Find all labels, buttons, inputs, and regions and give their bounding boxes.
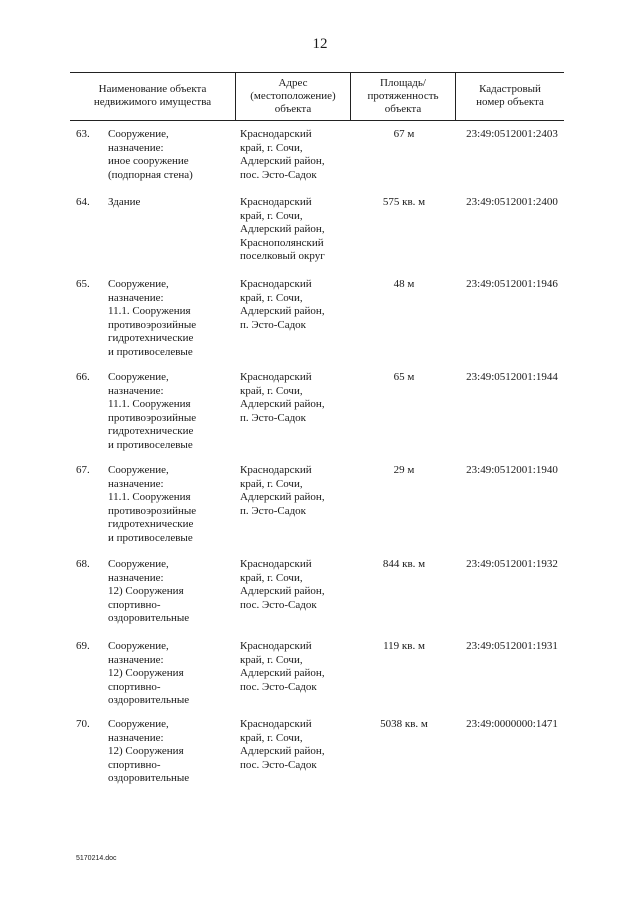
object-area: 5038 кв. м — [380, 718, 428, 730]
table-header-top-rule — [70, 72, 564, 73]
row-number: 67. — [76, 464, 90, 476]
cadastral-number: 23:49:0512001:1932 — [466, 558, 558, 570]
cadastral-number: 23:49:0512001:1946 — [466, 278, 558, 290]
cadastral-number: 23:49:0000000:1471 — [466, 718, 558, 730]
object-name: Сооружение, назначение: 11.1. Сооружения противоэрозийные гидротехнические и противоселевые — [108, 278, 197, 358]
header-area: Площадь/ протяженность объекта — [367, 76, 439, 115]
row-number: 63. — [76, 128, 90, 140]
row-number: 69. — [76, 640, 90, 652]
object-name: Сооружение, назначение: иное сооружение (подпорная стена) — [108, 128, 193, 181]
object-area: 67 м — [393, 128, 415, 140]
row-number: 68. — [76, 558, 90, 570]
cadastral-number: 23:49:0512001:2403 — [466, 128, 558, 140]
cadastral-number: 23:49:0512001:1944 — [466, 371, 558, 383]
table-header-bottom-rule — [70, 120, 564, 121]
document-file-reference: 5170214.doc — [76, 855, 117, 862]
object-area: 65 м — [393, 371, 415, 383]
object-address: Краснодарский край, г. Сочи, Адлерский район, пос. Эсто-Садок — [240, 718, 325, 771]
row-number: 66. — [76, 371, 90, 383]
page-number: 12 — [312, 36, 328, 52]
cadastral-number: 23:49:0512001:2400 — [466, 196, 558, 208]
row-number: 70. — [76, 718, 90, 730]
object-address: Краснодарский край, г. Сочи, Адлерский район, п. Эсто-Садок — [240, 278, 325, 331]
object-name: Сооружение, назначение: 12) Сооружения спортивно- оздоровительные — [108, 640, 190, 707]
object-address: Краснодарский край, г. Сочи, Адлерский район, пос. Эсто-Садок — [240, 128, 325, 181]
object-area: 119 кв. м — [383, 640, 425, 652]
object-name: Сооружение, назначение: 12) Сооружения спортивно- оздоровительные — [108, 558, 190, 625]
cadastral-number: 23:49:0512001:1931 — [466, 640, 558, 652]
object-name: Здание — [108, 196, 141, 208]
header-name: Наименование объекта недвижимого имущества — [93, 83, 212, 108]
object-area: 48 м — [393, 278, 415, 290]
row-number: 65. — [76, 278, 90, 290]
header-address: Адрес (местоположение) объекта — [250, 76, 336, 115]
object-name: Сооружение, назначение: 11.1. Сооружения противоэрозийные гидротехнические и противоселевые — [108, 371, 197, 451]
object-address: Краснодарский край, г. Сочи, Адлерский район, Краснополянский поселковый округ — [240, 196, 325, 263]
object-address: Краснодарский край, г. Сочи, Адлерский район, п. Эсто-Садок — [240, 371, 325, 424]
object-area: 844 кв. м — [382, 558, 426, 570]
object-area: 29 м — [393, 464, 415, 476]
cadastral-number: 23:49:0512001:1940 — [466, 464, 558, 476]
object-address: Краснодарский край, г. Сочи, Адлерский район, пос. Эсто-Садок — [240, 558, 325, 611]
object-address: Краснодарский край, г. Сочи, Адлерский район, п. Эсто-Садок — [240, 464, 325, 517]
object-name: Сооружение, назначение: 11.1. Сооружения противоэрозийные гидротехнические и противоселевые — [108, 464, 197, 544]
object-address: Краснодарский край, г. Сочи, Адлерский район, пос. Эсто-Садок — [240, 640, 325, 693]
object-area: 575 кв. м — [382, 196, 426, 208]
object-name: Сооружение, назначение: 12) Сооружения спортивно- оздоровительные — [108, 718, 190, 785]
header-cadastral: Кадастровый номер объекта — [476, 83, 544, 108]
row-number: 64. — [76, 196, 90, 208]
